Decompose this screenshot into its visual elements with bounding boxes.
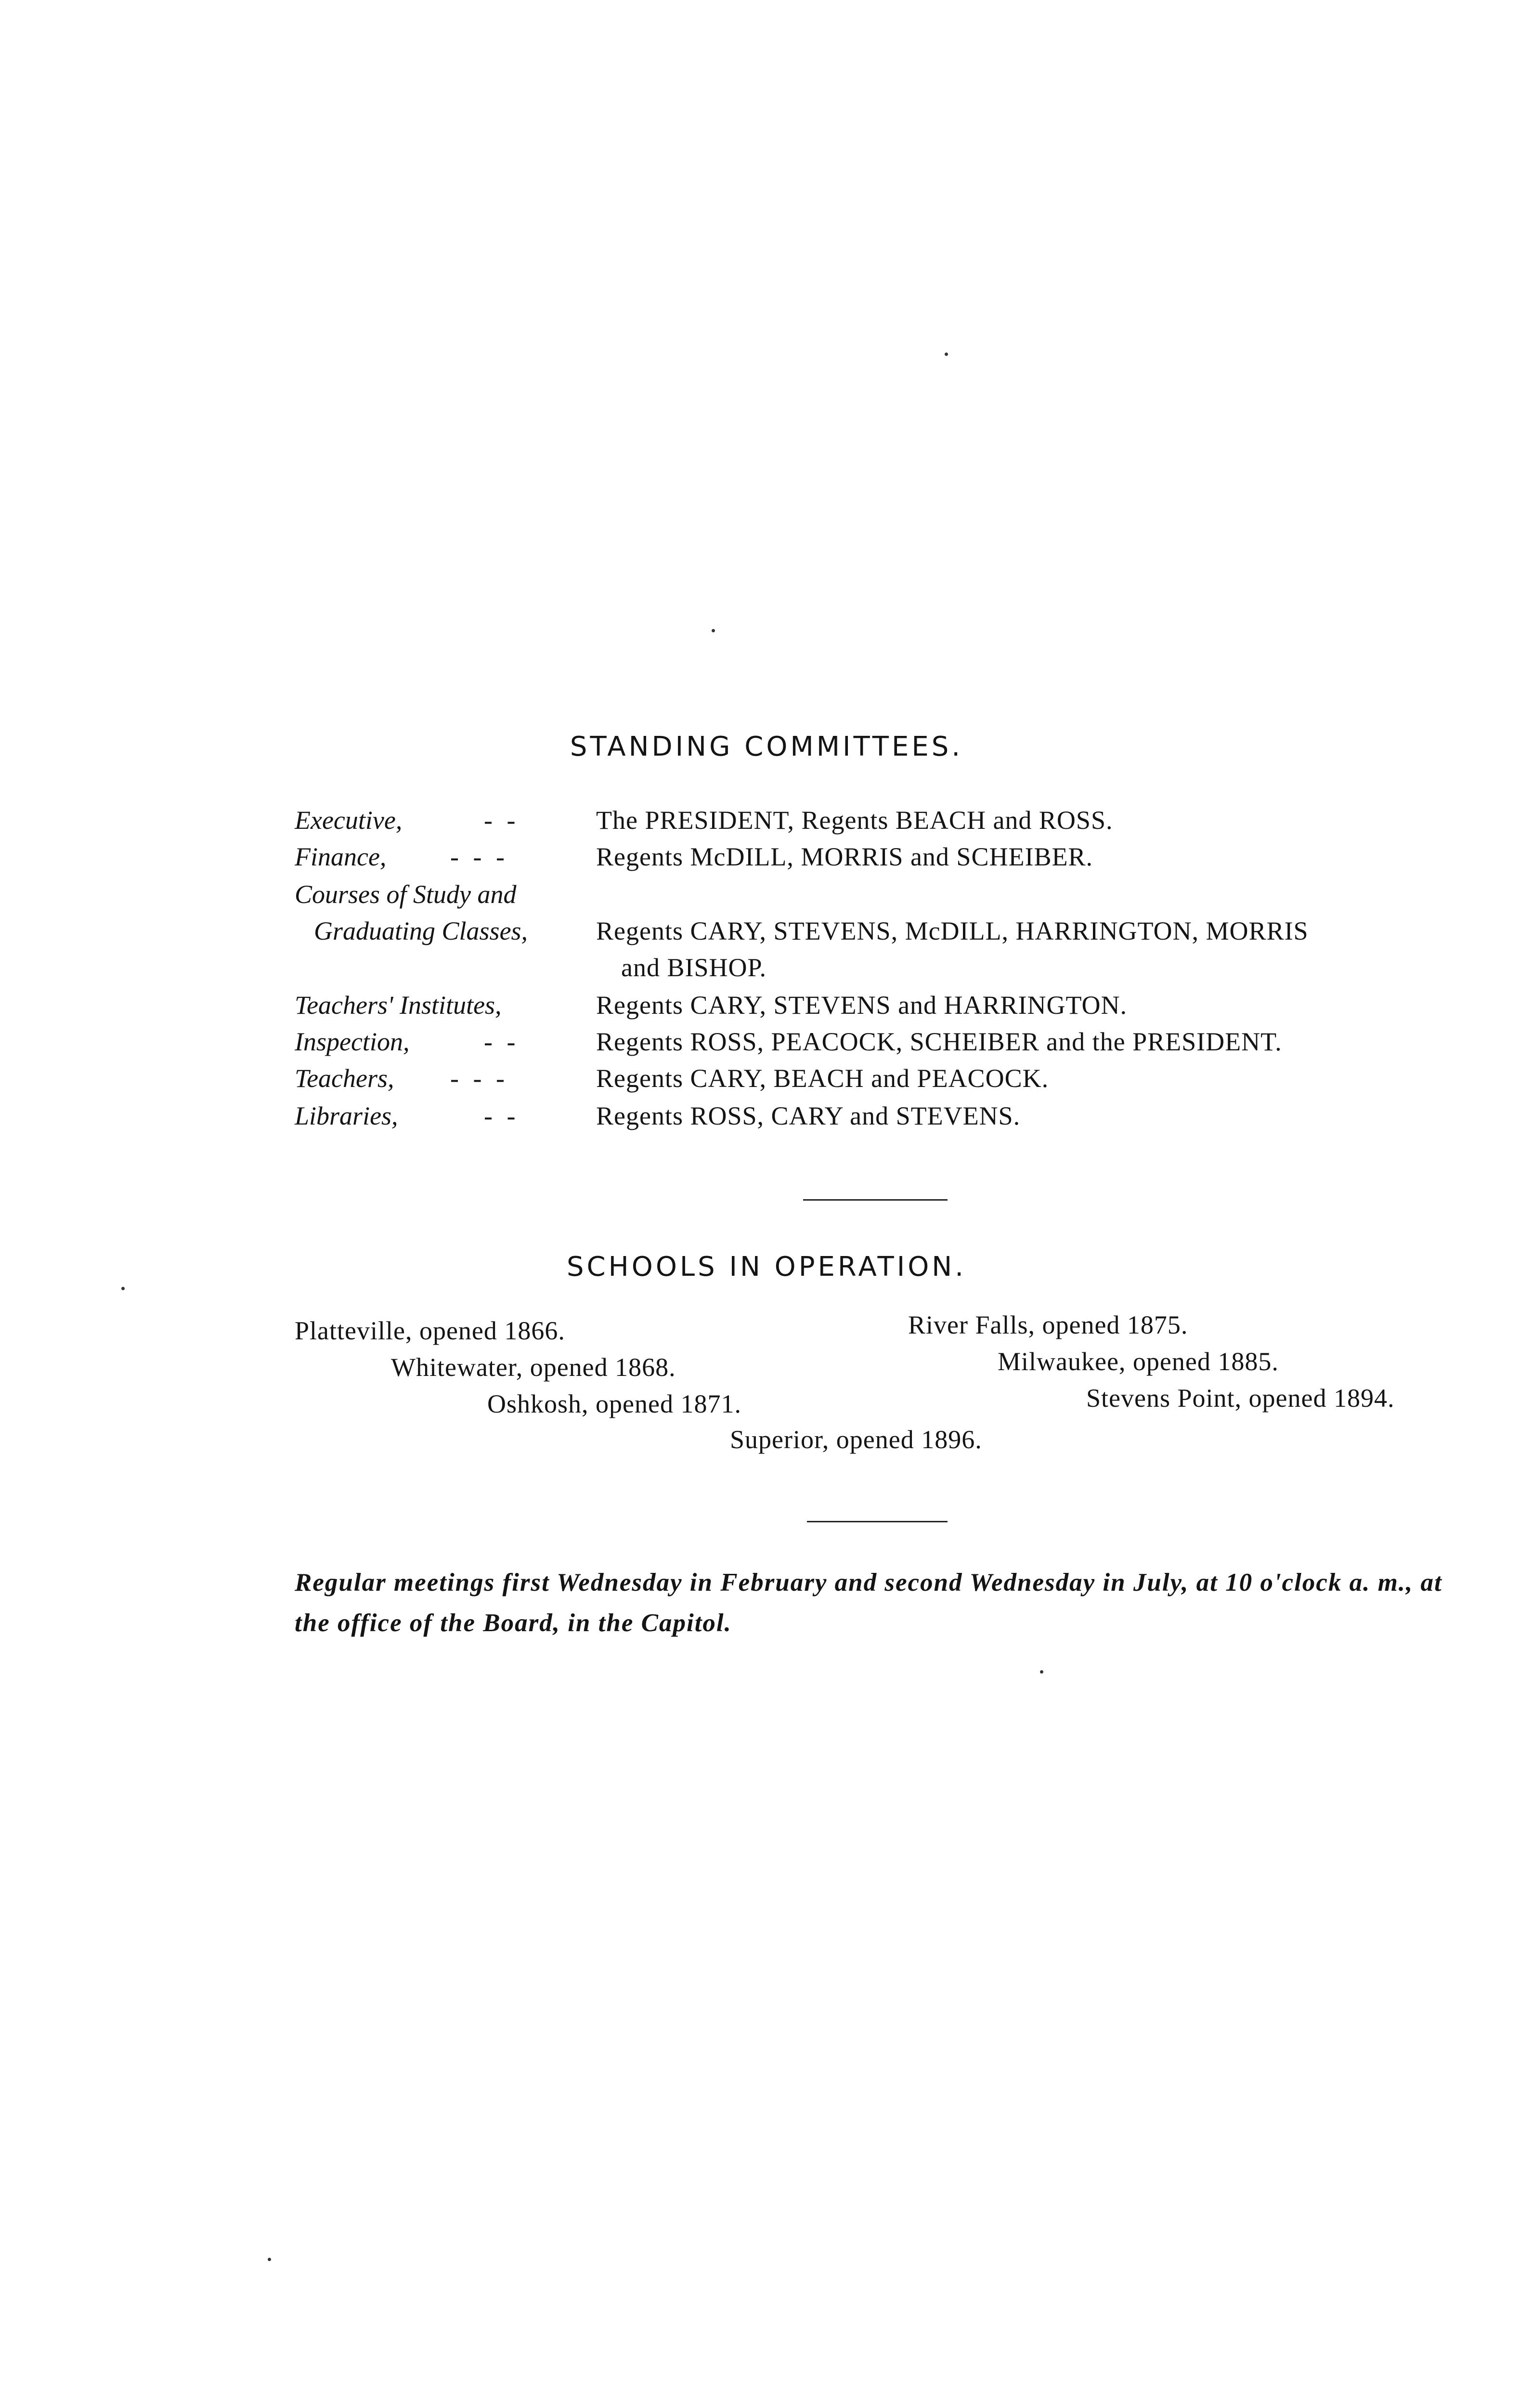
committee-members: Regents CARY, BEACH and PEACOCK. — [596, 1064, 1049, 1093]
committee-members: Regents McDILL, MORRIS and SCHEIBER. — [596, 842, 1093, 871]
committee-row-libraries — [0, 1101, 1533, 1136]
school-entry: Milwaukee, opened 1885. — [998, 1347, 1279, 1376]
committee-members: The PRESIDENT, Regents BEACH and ROSS. — [596, 806, 1113, 835]
meetings-notice: Regular meetings first Wednesday in February and second Wednesday in July, at 10 o'clock a. m., at the office of the Board, in the Capitol. — [295, 1569, 1442, 1637]
school-entry: Oshkosh, opened 1871. — [487, 1389, 741, 1418]
committee-name: Graduating Classes, — [314, 916, 528, 945]
school-entry: Platteville, opened 1866. — [295, 1316, 565, 1345]
committee-row-teachers-institutes — [0, 990, 1533, 1025]
school-entry: Superior, opened 1896. — [730, 1425, 982, 1454]
committee-name: Teachers, — [295, 1064, 394, 1093]
committee-members: Regents ROSS, PEACOCK, SCHEIBER and the PRESIDENT. — [596, 1027, 1282, 1056]
schools-in-operation-heading: SCHOOLS IN OPERATION. — [567, 1251, 966, 1283]
print-speck — [121, 1287, 125, 1290]
committee-name: Inspection, — [295, 1027, 410, 1056]
committee-name: Libraries, — [295, 1101, 398, 1130]
committee-members-continuation: and BISHOP. — [621, 953, 767, 982]
committee-row-executive — [0, 805, 1533, 840]
committee-row-inspection — [0, 1027, 1533, 1061]
leader-dashes: - - — [484, 1101, 520, 1130]
school-entry: Whitewater, opened 1868. — [391, 1353, 676, 1382]
leader-dashes: - - — [484, 806, 520, 835]
committee-row-teachers — [0, 1063, 1533, 1098]
committee-name: Finance, — [295, 842, 387, 871]
committee-members: Regents CARY, STEVENS and HARRINGTON. — [596, 991, 1128, 1020]
section-divider — [807, 1521, 948, 1522]
committee-row-finance — [0, 842, 1533, 877]
print-speck — [1040, 1670, 1043, 1674]
school-entry: Stevens Point, opened 1894. — [1086, 1384, 1395, 1413]
committee-members: Regents ROSS, CARY and STEVENS. — [596, 1101, 1021, 1130]
print-speck — [268, 2258, 271, 2261]
school-entry: River Falls, opened 1875. — [908, 1310, 1188, 1339]
leader-dashes: - - — [484, 1027, 520, 1056]
leader-dashes: - - - — [450, 842, 508, 871]
committee-row-graduating-classes — [0, 916, 1533, 951]
committee-row-courses-of-study — [0, 879, 1533, 914]
committee-name: Courses of Study and — [295, 880, 517, 909]
committee-name: Teachers' Institutes, — [295, 991, 502, 1020]
standing-committees-heading: STANDING COMMITTEES. — [570, 731, 963, 762]
leader-dashes: - - - — [450, 1064, 508, 1093]
committee-members: Regents CARY, STEVENS, McDILL, HARRINGTON, MORRIS — [596, 916, 1309, 945]
committee-name: Executive, — [295, 806, 403, 835]
section-divider — [803, 1199, 948, 1201]
print-speck — [712, 629, 715, 632]
print-speck — [945, 353, 948, 356]
